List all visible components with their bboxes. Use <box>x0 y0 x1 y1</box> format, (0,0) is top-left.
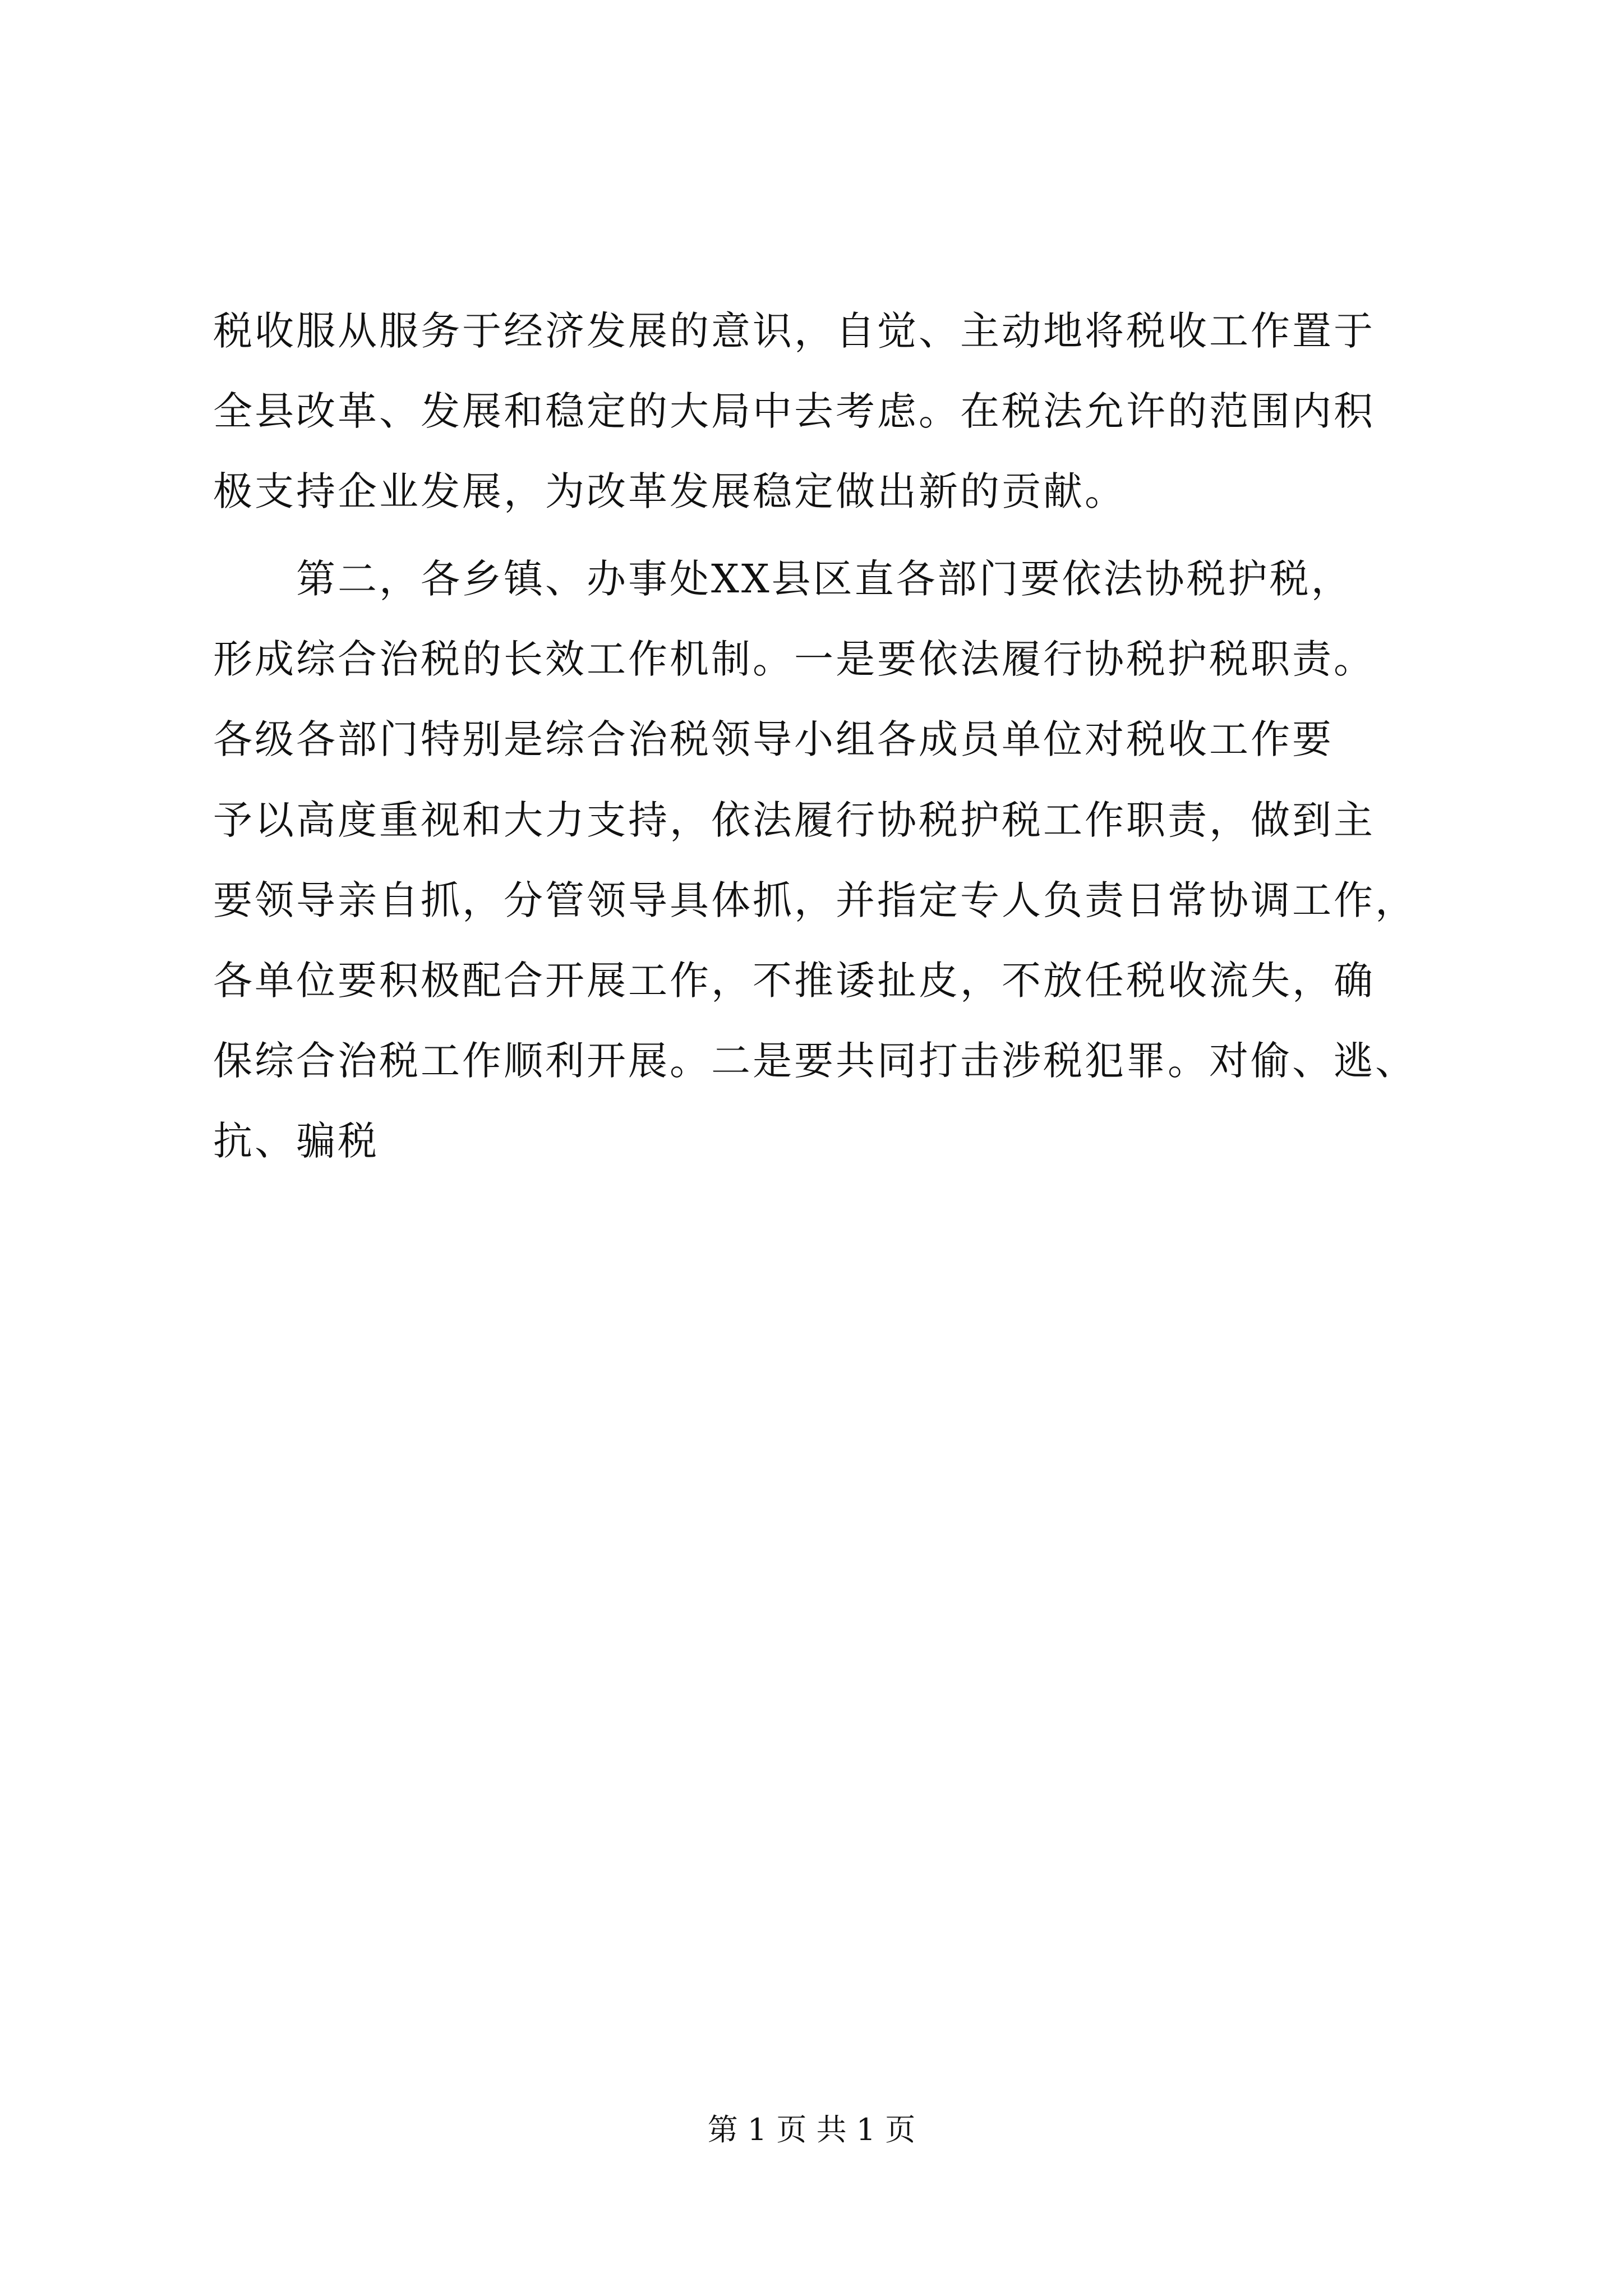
body-line-1: 税收服从服务于经济发展的意识，自觉、主动地将税收工作置于 <box>213 308 1375 354</box>
body-line-4: 第二，各乡镇、办事处XX县区直各部门要依法协税护税， <box>213 556 1353 602</box>
body-line-7: 予以高度重视和大力支持，依法履行协税护税工作职责，做到主 <box>213 797 1375 843</box>
body-line-9: 各单位要积极配合开展工作，不推诿扯皮，不放任税收流失，确 <box>213 958 1375 1004</box>
page-number-footer: 第 1 页 共 1 页 <box>707 2112 916 2147</box>
body-line-10: 保综合治税工作顺利开展。二是要共同打击涉税犯罪。对偷、逃、 <box>213 1038 1417 1084</box>
body-line-3: 极支持企业发展，为改革发展稳定做出新的贡献。 <box>213 468 1126 514</box>
body-line-11: 抗、骗税 <box>213 1118 379 1164</box>
body-line-2: 全县改革、发展和稳定的大局中去考虑。在税法允许的范围内积 <box>213 388 1375 434</box>
body-line-5: 形成综合治税的长效工作机制。一是要依法履行协税护税职责。 <box>213 636 1375 682</box>
body-line-8: 要领导亲自抓，分管领导具体抓，并指定专人负责日常协调工作， <box>213 877 1417 923</box>
body-line-6: 各级各部门特别是综合治税领导小组各成员单位对税收工作要 <box>213 716 1334 762</box>
